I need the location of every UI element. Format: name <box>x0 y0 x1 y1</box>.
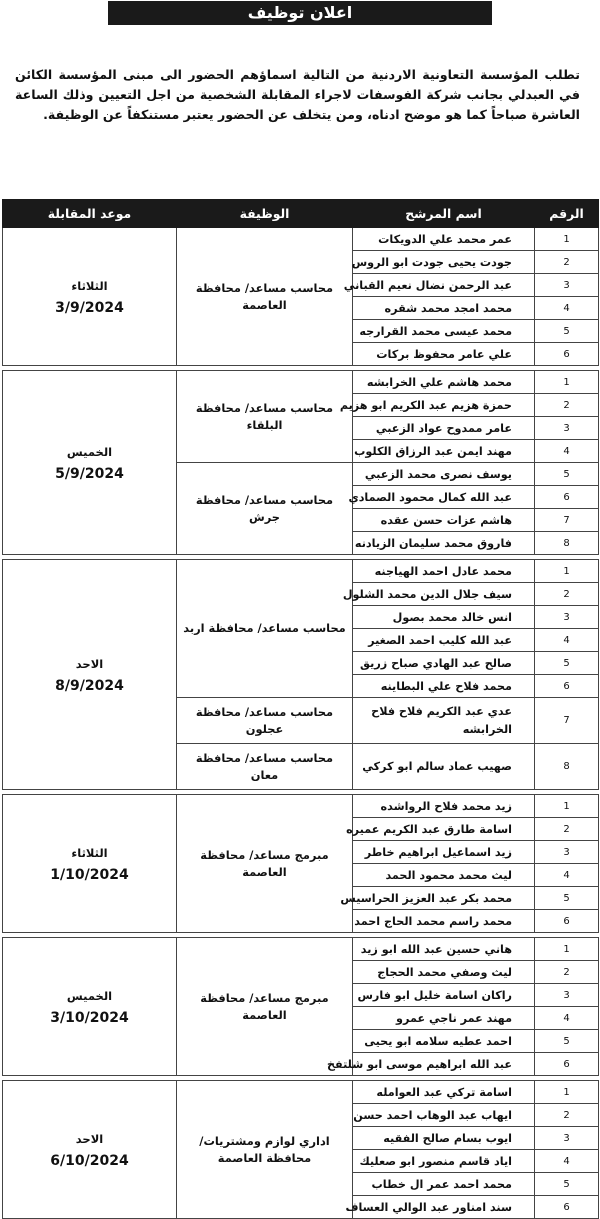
interview-date-cell <box>3 1081 177 1219</box>
candidate-name: صهيب عماد سالم ابو كركي <box>353 744 535 790</box>
candidate-name: علي عامر محفوظ بركات <box>353 343 535 366</box>
header-date: موعد المقابلة <box>3 200 177 228</box>
candidate-name: هاشم عزات حسن عقده <box>353 509 535 532</box>
candidate-number: 6 <box>535 675 599 698</box>
candidate-number: 2 <box>535 961 599 984</box>
candidate-number: 6 <box>535 343 599 366</box>
candidate-number: 3 <box>535 417 599 440</box>
candidate-number: 4 <box>535 864 599 887</box>
table-row <box>3 560 599 583</box>
candidate-name: يوسف نصرى محمد الزعبي <box>353 463 535 486</box>
job-title: محاسب مساعد/ محافظة معان <box>177 744 353 790</box>
candidate-name: عبد الله ابراهيم موسى ابو شلتفخ <box>353 1053 535 1076</box>
job-title: اداري لوازم ومشتريات/ محافظة العاصمة <box>177 1081 353 1219</box>
job-title: محاسب مساعد/ محافظة اربد <box>177 560 353 698</box>
candidate-name: راكان اسامة خليل ابو فارس <box>353 984 535 1007</box>
candidate-name: سند امناور عبد الوالي العساف <box>353 1196 535 1219</box>
candidate-name: محمد راسم محمد الحاج احمد <box>353 910 535 933</box>
job-title: مبرمج مساعد/ محافظة العاصمة <box>177 795 353 933</box>
candidate-number: 5 <box>535 652 599 675</box>
interview-date: 1/10/2024 <box>50 866 129 883</box>
interview-date: 3/9/2024 <box>55 299 124 316</box>
candidate-number: 2 <box>535 394 599 417</box>
candidate-name: محمد احمد عمر ال خطاب <box>353 1173 535 1196</box>
candidate-name: عبد الرحمن نضال نعيم القباني <box>353 274 535 297</box>
candidate-name: محمد فلاح علي البطاينه <box>353 675 535 698</box>
candidate-name: اسامة طارق عبد الكريم عميره <box>353 818 535 841</box>
table-row <box>3 371 599 394</box>
interview-day: الثلاثاء <box>71 278 108 293</box>
candidate-name: ليث وصفي محمد الحجاج <box>353 961 535 984</box>
candidate-number: 7 <box>535 698 599 744</box>
candidate-number: 6 <box>535 1053 599 1076</box>
job-title: محاسب مساعد/ محافظة البلقاء <box>177 371 353 463</box>
title-bar <box>0 0 600 26</box>
candidate-name: زيد اسماعيل ابراهيم خاطر <box>353 841 535 864</box>
candidate-name: مهند عمر ناجي عمرو <box>353 1007 535 1030</box>
candidate-name: صالح عبد الهادي صباح زريق <box>353 652 535 675</box>
candidate-name: اسامة تركي عبد العوامله <box>353 1081 535 1104</box>
candidate-name: محمد هاشم علي الخرابشه <box>353 371 535 394</box>
candidate-number: 2 <box>535 818 599 841</box>
candidate-name: محمد عادل احمد الهياجنه <box>353 560 535 583</box>
candidate-name: ليث محمد محمود الحمد <box>353 864 535 887</box>
candidate-name: مهند ايمن عبد الرزاق الكلوب <box>353 440 535 463</box>
candidate-number: 3 <box>535 274 599 297</box>
job-title: محاسب مساعد/ محافظة جرش <box>177 463 353 555</box>
candidate-number: 5 <box>535 1030 599 1053</box>
candidate-number: 1 <box>535 1081 599 1104</box>
candidate-name: عمر محمد علي الدويكات <box>353 228 535 251</box>
candidate-name: ايوب بسام صالح الفقيه <box>353 1127 535 1150</box>
table-row <box>3 938 599 961</box>
candidate-name: فاروق محمد سليمان الزيادنه <box>353 532 535 555</box>
candidate-number: 4 <box>535 297 599 320</box>
candidate-name: عبد الله كمال محمود الصمادي <box>353 486 535 509</box>
interview-date-cell <box>3 371 177 555</box>
candidate-name: انس خالد محمد بصول <box>353 606 535 629</box>
candidates-table <box>2 199 599 1219</box>
candidate-number: 5 <box>535 320 599 343</box>
interview-day: الخميس <box>66 444 113 459</box>
candidate-number: 1 <box>535 371 599 394</box>
job-title: محاسب مساعد/ محافظة عجلون <box>177 698 353 744</box>
interview-date-cell <box>3 228 177 366</box>
header-name: اسم المرشح <box>353 200 535 228</box>
candidate-number: 1 <box>535 938 599 961</box>
candidate-number: 4 <box>535 629 599 652</box>
candidate-number: 1 <box>535 560 599 583</box>
candidate-name: جودت يحيى جودت ابو الروس <box>353 251 535 274</box>
candidate-number: 4 <box>535 1007 599 1030</box>
candidate-name: محمد عيسى محمد القرارجه <box>353 320 535 343</box>
candidate-name: هاني حسين عبد الله ابو زيد <box>353 938 535 961</box>
candidate-number: 7 <box>535 509 599 532</box>
candidate-number: 5 <box>535 463 599 486</box>
header-job: الوظيفة <box>177 200 353 228</box>
candidate-name: احمد عطيه سلامه ابو يحيى <box>353 1030 535 1053</box>
candidate-number: 5 <box>535 1173 599 1196</box>
interview-date-cell <box>3 795 177 933</box>
interview-date: 8/9/2024 <box>55 677 124 694</box>
interview-day: الاحد <box>75 656 104 671</box>
interview-day: الاحد <box>75 1131 104 1146</box>
candidate-number: 3 <box>535 1127 599 1150</box>
candidate-number: 1 <box>535 795 599 818</box>
candidate-number: 8 <box>535 532 599 555</box>
candidate-number: 2 <box>535 583 599 606</box>
interview-date: 6/10/2024 <box>50 1152 129 1169</box>
job-title: محاسب مساعد/ محافظة العاصمة <box>177 228 353 366</box>
table-row <box>3 1081 599 1104</box>
candidate-number: 3 <box>535 841 599 864</box>
table-row <box>3 795 599 818</box>
candidate-number: 6 <box>535 1196 599 1219</box>
candidate-name: عبد الله كليب احمد الصغير <box>353 629 535 652</box>
header-number: الرقم <box>535 200 599 228</box>
job-title: مبرمج مساعد/ محافظة العاصمة <box>177 938 353 1076</box>
interview-date-cell <box>3 560 177 790</box>
candidate-name: زيد محمد فلاح الرواشده <box>353 795 535 818</box>
candidate-number: 8 <box>535 744 599 790</box>
candidate-name: ايهاب عبد الوهاب احمد حسن <box>353 1104 535 1127</box>
page-title: اعلان توظيف <box>108 1 492 25</box>
candidate-name: حمزة هزيم عبد الكريم ابو هزيم <box>353 394 535 417</box>
candidate-number: 2 <box>535 1104 599 1127</box>
table-body <box>3 228 599 1219</box>
interview-day: الخميس <box>66 988 113 1003</box>
candidate-name: اياد قاسم منصور ابو صعليك <box>353 1150 535 1173</box>
candidate-number: 6 <box>535 486 599 509</box>
interview-date: 3/10/2024 <box>50 1009 129 1026</box>
interview-day: الثلاثاء <box>71 845 108 860</box>
candidate-number: 5 <box>535 887 599 910</box>
table-header-row <box>3 200 599 228</box>
candidate-number: 3 <box>535 984 599 1007</box>
candidate-number: 4 <box>535 440 599 463</box>
candidate-name: سيف جلال الدين محمد الشلول <box>353 583 535 606</box>
candidate-name: محمد امجد محمد شقره <box>353 297 535 320</box>
candidate-number: 4 <box>535 1150 599 1173</box>
candidate-number: 2 <box>535 251 599 274</box>
candidate-name: عدي عبد الكريم فلاح فلاح الخرابشه <box>353 698 535 744</box>
interview-date-cell <box>3 938 177 1076</box>
interview-date: 5/9/2024 <box>55 465 124 482</box>
candidate-number: 6 <box>535 910 599 933</box>
candidate-name: محمد بكر عبد العزيز الحراسيس <box>353 887 535 910</box>
table-row <box>3 228 599 251</box>
candidate-number: 3 <box>535 606 599 629</box>
intro-paragraph: تطلب المؤسسة التعاونية الاردنية من التالية اسماؤهم الحضور الى مبنى المؤسسة الكائن في العبدلي بجانب شركة الفوسفات لاجراء المقابلة الشخصية من اجل التعيين وذلك الساعة العاشرة صباحاً كما هو موضح ادناه، ومن يتخلف عن الحضور يعتبر مستنكفاً عن الوظيفة. <box>15 66 580 122</box>
candidate-name: عامر ممدوح عواد الزعبي <box>353 417 535 440</box>
candidate-number: 1 <box>535 228 599 251</box>
